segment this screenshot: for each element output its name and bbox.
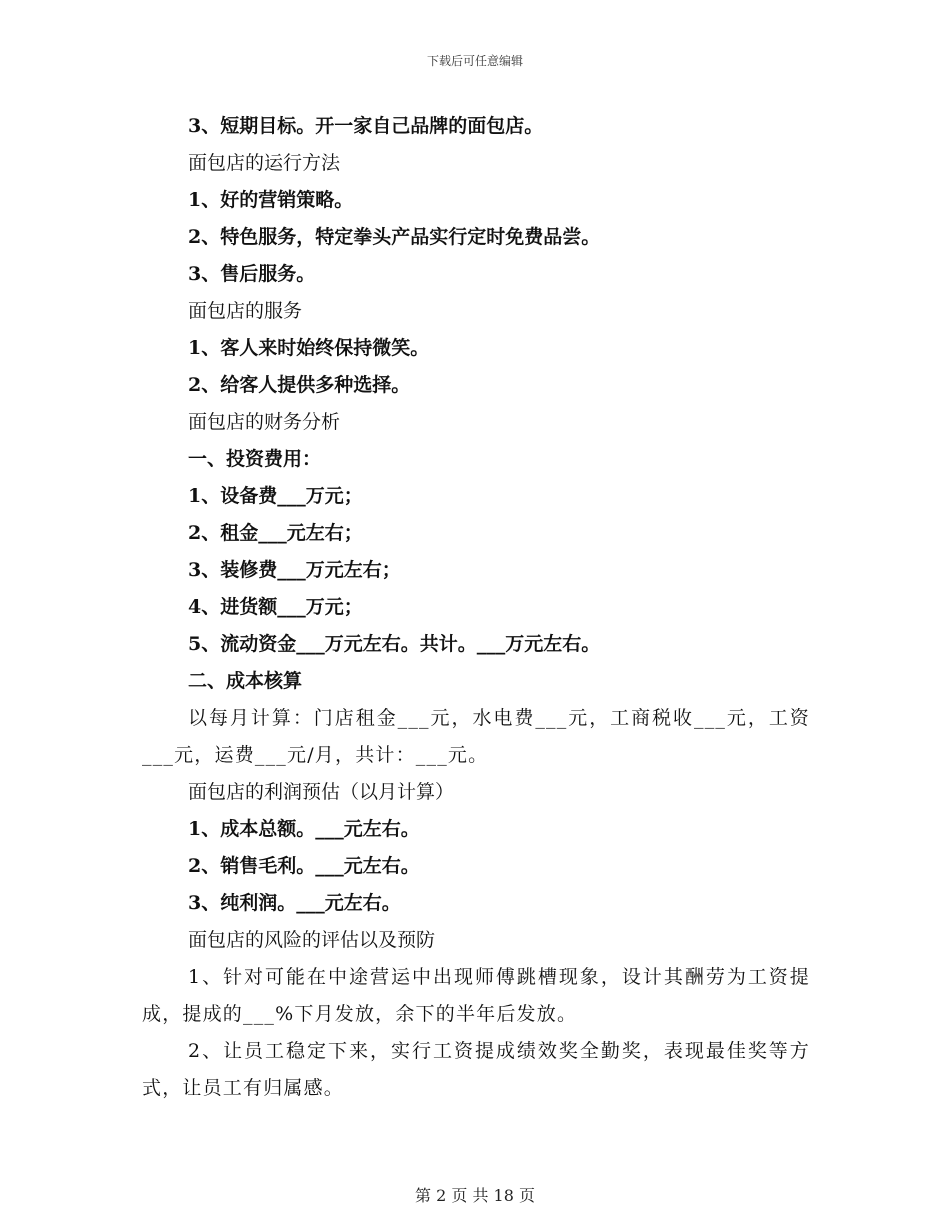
method-item: 2、特色服务，特定拳头产品实行定时免费品尝。 xyxy=(188,226,601,248)
service-item: 1、客人来时始终保持微笑。 xyxy=(188,337,430,359)
risk-paragraph: 1、针对可能在中途营运中出现师傅跳槽现象，设计其酬劳为工资提成，提成的___%下月发放，余下的半年后发放。 xyxy=(142,966,810,1025)
profit-item: 1、成本总额。___元左右。 xyxy=(188,818,420,840)
investment-item: 4、进货额___万元； xyxy=(188,596,363,618)
page-header: 下载后可任意编辑 xyxy=(426,54,523,68)
document-body xyxy=(142,108,810,1107)
subheading-cost: 二、成本核算 xyxy=(188,670,303,692)
investment-item: 3、装修费___万元左右； xyxy=(188,559,401,581)
section-heading-service: 面包店的服务 xyxy=(188,300,303,322)
service-item: 2、给客人提供多种选择。 xyxy=(188,374,411,396)
method-item: 3、售后服务。 xyxy=(188,263,316,285)
goal-item: 3、短期目标。开一家自己品牌的面包店。 xyxy=(188,115,544,137)
section-heading-finance: 面包店的财务分析 xyxy=(188,411,341,433)
investment-item: 1、设备费___万元； xyxy=(188,485,363,507)
risk-paragraph: 2、让员工稳定下来，实行工资提成绩效奖全勤奖，表现最佳奖等方式，让员工有归属感。 xyxy=(142,1040,810,1099)
section-heading-profit: 面包店的利润预估（以月计算） xyxy=(188,781,455,803)
subheading-investment: 一、投资费用： xyxy=(188,448,322,470)
section-heading-method: 面包店的运行方法 xyxy=(188,152,341,174)
method-item: 1、好的营销策略。 xyxy=(188,189,354,211)
cost-paragraph: 以每月计算：门店租金___元，水电费___元，工商税收___元，工资___元，运费___元/月，共计：___元。 xyxy=(142,707,810,766)
investment-item: 2、租金___元左右； xyxy=(188,522,363,544)
investment-item: 5、流动资金___万元左右。共计。___万元左右。 xyxy=(188,633,601,655)
profit-item: 3、纯利润。___元左右。 xyxy=(188,892,401,914)
section-heading-risk: 面包店的风险的评估以及预防 xyxy=(188,929,436,951)
profit-item: 2、销售毛利。___元左右。 xyxy=(188,855,420,877)
page-footer: 第 2 页 共 18 页 xyxy=(415,1186,535,1205)
